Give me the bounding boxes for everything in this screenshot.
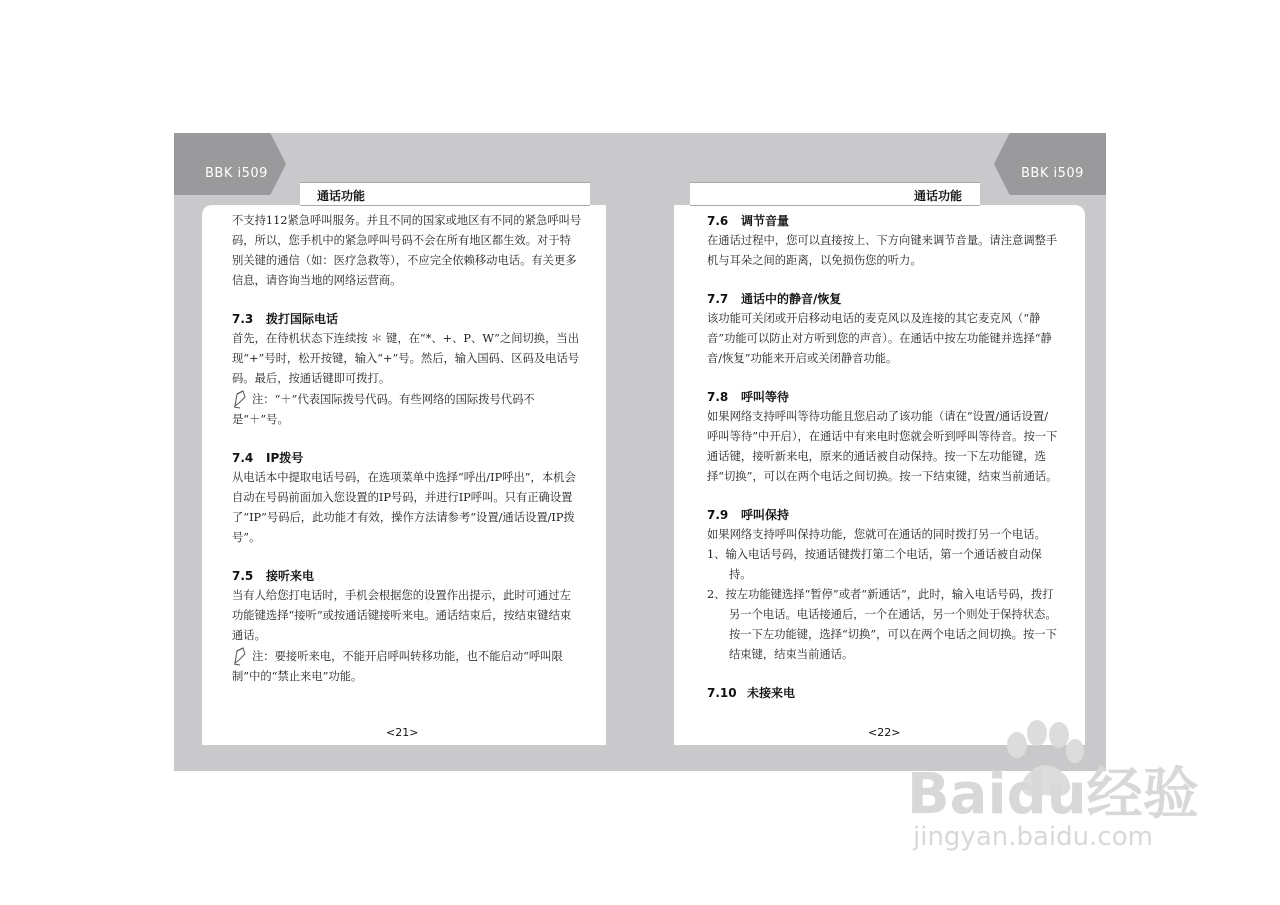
running-head-left: 通话功能 xyxy=(317,189,366,203)
section-title: 呼叫保持 xyxy=(741,508,790,522)
note-text: 注：“＋”代表国际拨号代码。有些网络的国际拨号代码不是“＋”号。 xyxy=(232,393,535,426)
section-number: 7.5 xyxy=(232,569,254,583)
note-pen-icon xyxy=(232,646,248,666)
section-title: 拨打国际电话 xyxy=(266,312,339,326)
section-number: 7.4 xyxy=(232,451,254,465)
section-number: 7.9 xyxy=(707,508,729,522)
note-text: 注：要接听来电，不能开启呼叫转移功能，也不能启动“呼叫限制”中的“禁止来电”功能。 xyxy=(232,650,563,683)
list-item: 1、输入电话号码，按通话键拨打第二个电话，第一个通话被自动保持。 xyxy=(707,548,1042,581)
page-number-left: <21> xyxy=(386,726,419,739)
section-title: 通话中的静音/恢复 xyxy=(741,292,842,306)
section-title: 未接来电 xyxy=(747,686,796,700)
section-number: 7.10 xyxy=(707,686,737,700)
watermark-url: jingyan.baidu.com xyxy=(913,822,1153,852)
section-7-8-heading xyxy=(707,387,1059,407)
left-brand-tab xyxy=(174,133,286,195)
section-number: 7.3 xyxy=(232,312,254,326)
section-7-3-heading xyxy=(232,309,582,329)
section-title: 接听来电 xyxy=(266,569,315,583)
section-7-4-heading xyxy=(232,448,582,468)
section-7-5-heading xyxy=(232,566,582,586)
section-title: 呼叫等待 xyxy=(741,390,790,404)
section-7-10-heading xyxy=(707,683,1059,703)
section-7-5-note xyxy=(232,646,582,687)
watermark-logo: Baidu经验 xyxy=(907,762,1199,827)
page-number-right: <22> xyxy=(868,726,901,739)
brand-label-right: BBK i509 xyxy=(1021,166,1084,181)
section-number: 7.7 xyxy=(707,292,729,306)
section-7-6-body: 在通话过程中，您可以直接按上、下方向键来调节音量。请注意调整手机与耳朵之间的距离，以免损伤您的听力。 xyxy=(707,234,1058,267)
section-7-7-body: 该功能可关闭或开启移动电话的麦克风以及连接的其它麦克风（“静音”功能可以防止对方听到您的声音）。在通话中按左功能键并选择“静音/恢复”功能来开启或关闭静音功能。 xyxy=(707,312,1052,365)
section-7-6-heading xyxy=(707,211,1059,231)
left-page-content xyxy=(232,211,582,687)
brand-label-left: BBK i509 xyxy=(205,166,268,181)
section-number: 7.8 xyxy=(707,390,729,404)
section-7-3-body: 首先，在待机状态下连续按 ＊ 键，在“*、+、P、W”之间切换，当出现“+”号时，松开按键，输入“+”号。然后，输入国码、区码及电话号码。最后，按通话键即可拨打。 xyxy=(232,332,580,385)
section-7-9-heading xyxy=(707,505,1059,525)
baidu-jingyan-watermark xyxy=(905,705,1205,865)
section-number: 7.6 xyxy=(707,214,729,228)
section-7-8-body: 如果网络支持呼叫等待功能且您启动了该功能（请在“设置/通话设置/呼叫等待”中开启），在通话中有来电时您就会听到呼叫等待音。按一下通话键，接听新来电，原来的通话被自动保持。按一下左功能键，选择“切换”，可以在两个电话之间切换。按一下结束键，结束当前通话。 xyxy=(707,410,1058,483)
section-7-4-body: 从电话本中提取电话号码，在选项菜单中选择“呼出/IP呼出”，本机会自动在号码前面加入您设置的IP号码，并进行IP呼叫。只有正确设置了“IP”号码后，此功能才有效，操作方法请参考“设置/通话设置/IP拨号”。 xyxy=(232,471,576,544)
intro-paragraph: 不支持112紧急呼叫服务。并且不同的国家或地区有不同的紧急呼叫号码，所以，您手机中的紧急呼叫号码不会在所有地区都生效。对于特别关键的通信（如：医疗急救等），不应完全依赖移动电话。有关更多信息，请咨询当地的网络运营商。 xyxy=(232,214,582,287)
section-7-5-body: 当有人给您打电话时，手机会根据您的设置作出提示，此时可通过左功能键选择“接听”或按通话键接听来电。通话结束后，按结束键结束通话。 xyxy=(232,589,572,642)
section-7-3-note xyxy=(232,389,582,430)
section-title: 调节音量 xyxy=(741,214,790,228)
note-pen-icon xyxy=(232,389,248,409)
running-head-right: 通话功能 xyxy=(914,189,963,203)
list-item: 2、按左功能键选择“暂停”或者“新通话”，此时，输入电话号码，拨打另一个电话。电话接通后，一个在通话，另一个则处于保持状态。按一下左功能键，选择“切换”，可以在两个电话之间切换。按一下结束键，结束当前通话。 xyxy=(707,588,1057,661)
section-7-9-body: 如果网络支持呼叫保持功能，您就可在通话的同时拨打另一个电话。 xyxy=(707,528,1046,541)
section-title: IP拨号 xyxy=(266,451,304,465)
right-page-content xyxy=(707,211,1059,703)
section-7-7-heading xyxy=(707,289,1059,309)
right-brand-tab xyxy=(994,133,1106,195)
